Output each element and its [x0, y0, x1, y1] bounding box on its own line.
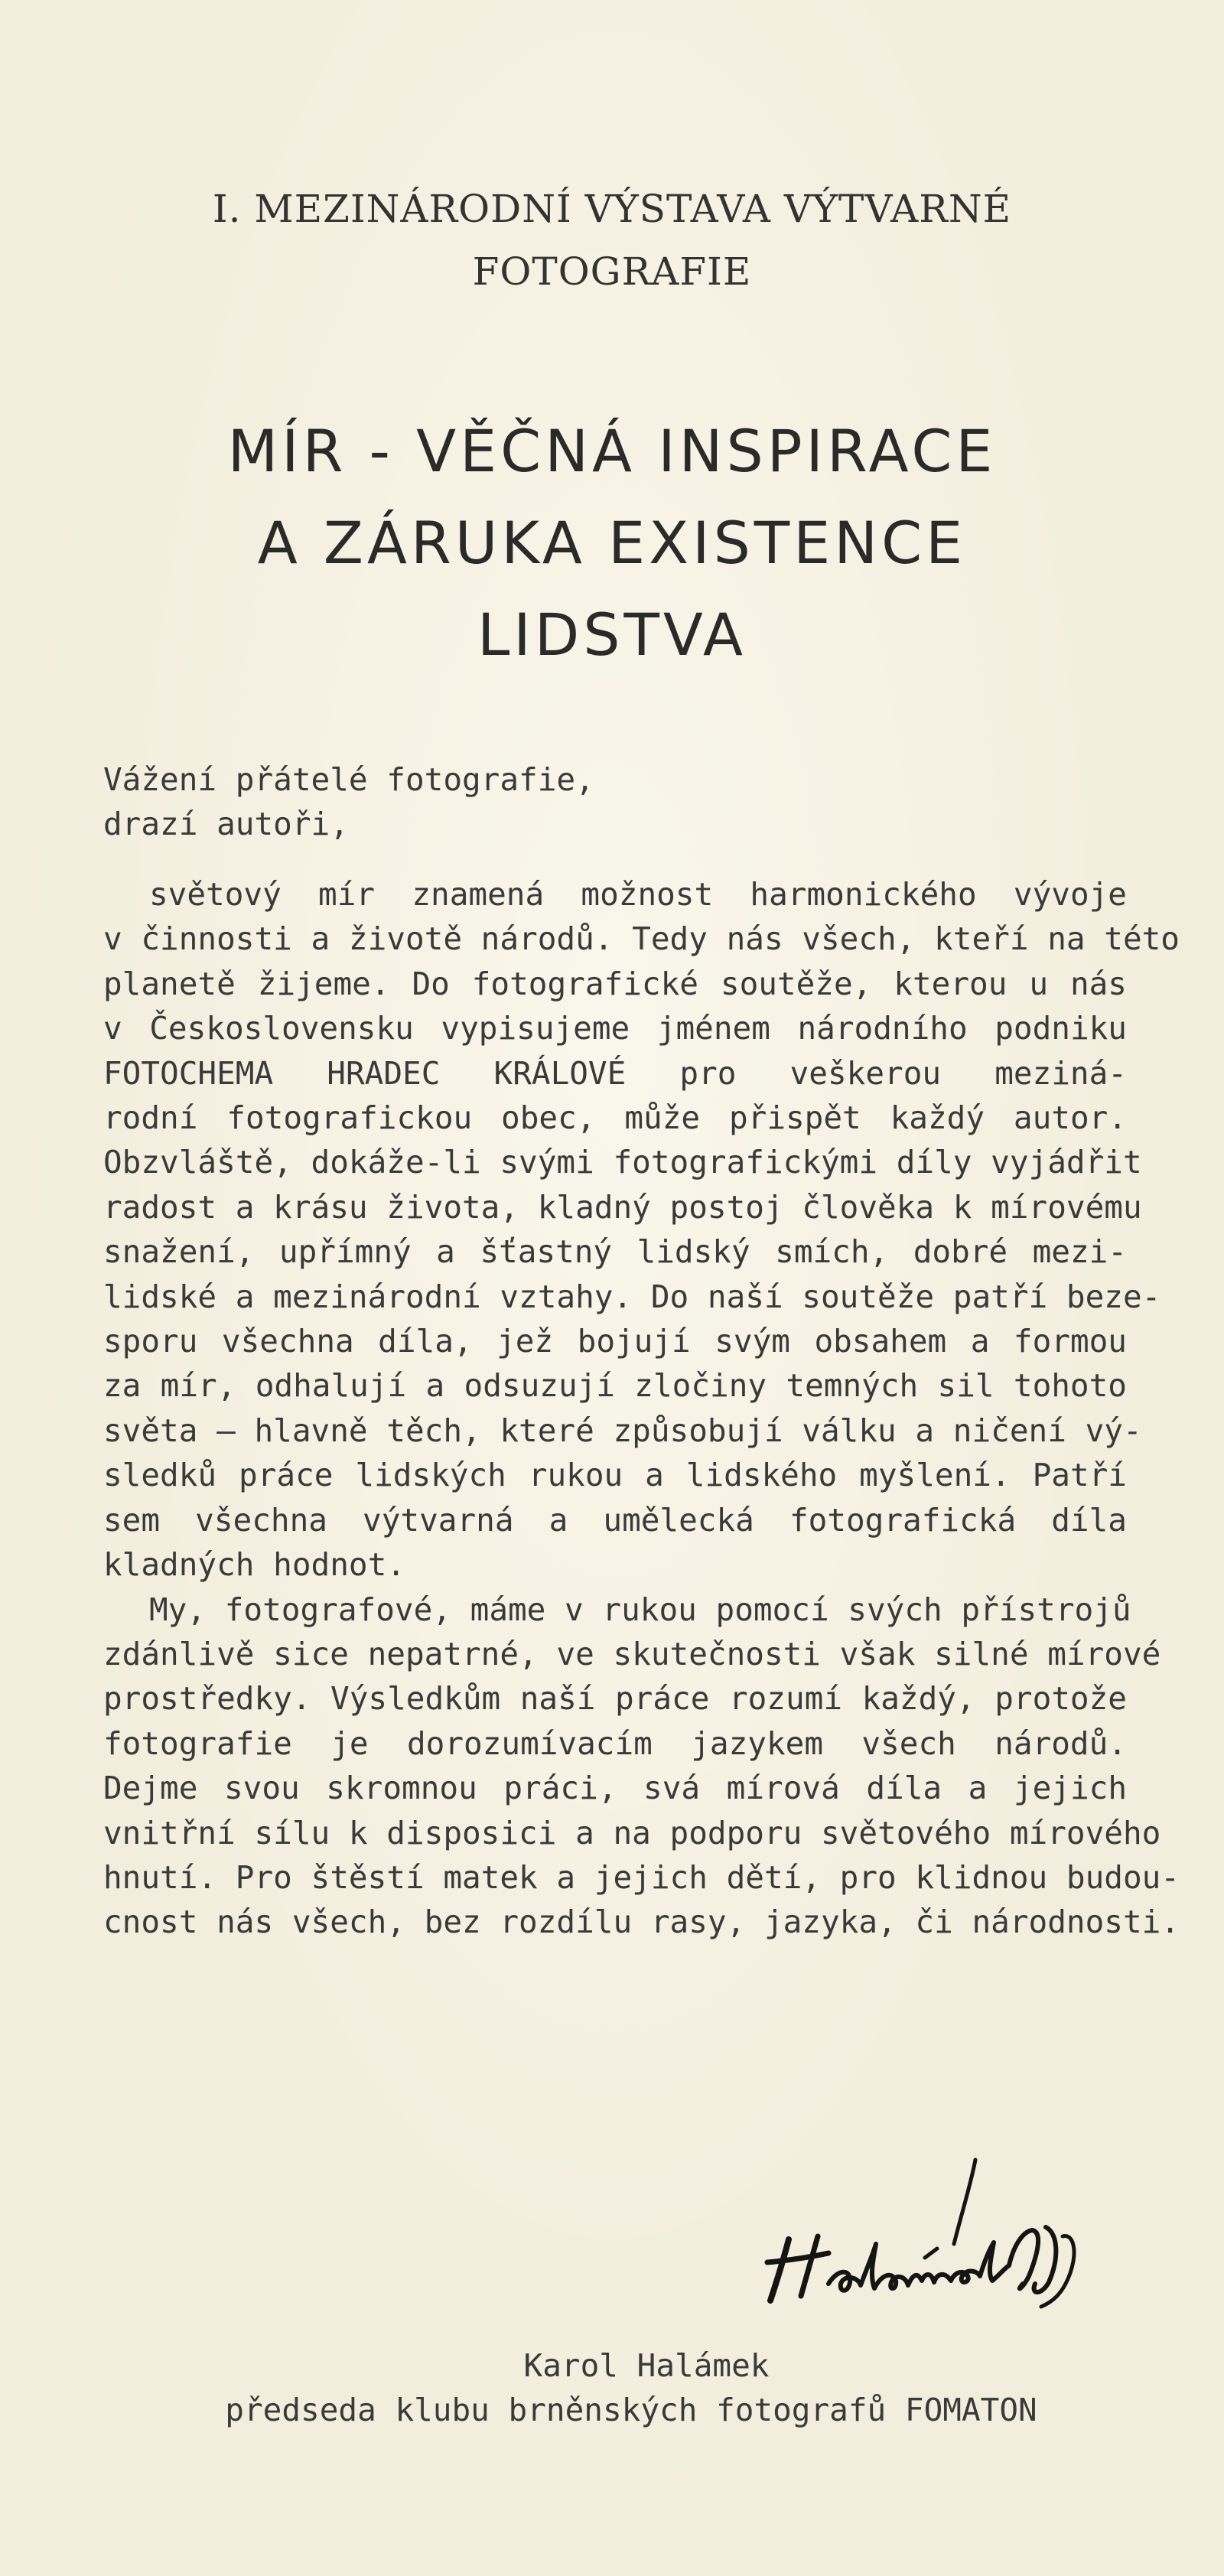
exhibition-title-line-2: FOTOGRAFIE — [472, 249, 752, 294]
salutation-line-2: drazí autoři, — [103, 806, 349, 842]
exhibition-title-line-1: I. MEZINÁRODNÍ VÝSTAVA VÝTVARNÉ — [212, 187, 1012, 231]
headline-line-2: A ZÁRUKA EXISTENCE — [257, 509, 967, 577]
signer-block — [0, 2343, 1224, 2432]
body-line: planetě žijeme. Do fotografické soutěže, kterou u nás — [103, 965, 1127, 1002]
body-line: za mír, odhalují a odsuzují zločiny temných sil tohoto — [103, 1367, 1127, 1405]
body-line: kladných hodnot. — [103, 1546, 405, 1584]
signer-role: předseda klubu brněnských fotografů FOMATON — [225, 2392, 1037, 2428]
headline — [0, 405, 1224, 681]
letter-body — [103, 872, 1180, 1945]
salutation — [103, 757, 639, 846]
signer-name: Karol Halámek — [523, 2347, 770, 2384]
body-line: zdánlivě sice nepatrné, ve skutečnosti však silné mírové — [103, 1635, 1161, 1672]
body-line: lidské a mezinárodní vztahy. Do naší soutěže patří beze- — [103, 1278, 1161, 1315]
body-line: cnost nás všech, bez rozdílu rasy, jazyka, či národnosti. — [103, 1904, 1180, 1941]
body-line: vnitřní sílu k disposici a na podporu světového mírového — [103, 1814, 1161, 1851]
body-line: Dejme svou skromnou práci, svá mírová díla a jejich — [103, 1770, 1127, 1807]
body-line: rodní fotografickou obec, může přispět každý autor. — [103, 1099, 1127, 1137]
body-line: fotografie je dorozumívacím jazykem všech národů. — [103, 1724, 1127, 1762]
body-line: Obzvláště, dokáže-li svými fotografickými díly vyjádřit — [103, 1144, 1142, 1181]
paragraph-2 — [103, 1588, 1180, 1945]
body-line: světový mír znamená možnost harmonického vývoje — [149, 876, 1127, 913]
headline-line-3: LIDSTVA — [477, 601, 747, 669]
paragraph-1 — [103, 872, 1180, 1588]
exhibition-title — [0, 177, 1224, 303]
body-line: prostředky. Výsledkům naší práce rozumí každý, protože — [103, 1680, 1127, 1718]
body-line: světa — hlavně těch, které způsobují válku a ničení vý- — [103, 1412, 1142, 1449]
body-line: snažení, upřímný a šťastný lidský smích, dobré mezi- — [103, 1233, 1127, 1271]
body-line: sem všechna výtvarná a umělecká fotografická díla — [103, 1501, 1127, 1539]
body-line: sporu všechna díla, jež bojují svým obsahem a formou — [103, 1323, 1127, 1360]
body-line: My, fotografové, máme v rukou pomocí svých přístrojů — [149, 1591, 1131, 1628]
body-line: sledků práce lidských rukou a lidského myšlení. Patří — [103, 1457, 1127, 1494]
body-line: v činnosti a životě národů. Tedy nás všech, kteří na této — [103, 920, 1180, 958]
body-line: hnutí. Pro štěstí matek a jejich dětí, pro klidnou budou- — [103, 1858, 1180, 1896]
salutation-line-1: Vážení přátelé fotografie, — [103, 761, 594, 798]
body-line: v Československu vypisujeme jménem národního podniku — [103, 1010, 1127, 1047]
body-line: FOTOCHEMA HRADEC KRÁLOVÉ pro veškerou meziná- — [103, 1054, 1127, 1092]
body-line: radost a krásu života, kladný postoj člověka k mírovému — [103, 1188, 1142, 1226]
headline-line-1: MÍR - VĚČNÁ INSPIRACE — [227, 417, 997, 485]
handwritten-signature — [754, 2154, 1136, 2322]
